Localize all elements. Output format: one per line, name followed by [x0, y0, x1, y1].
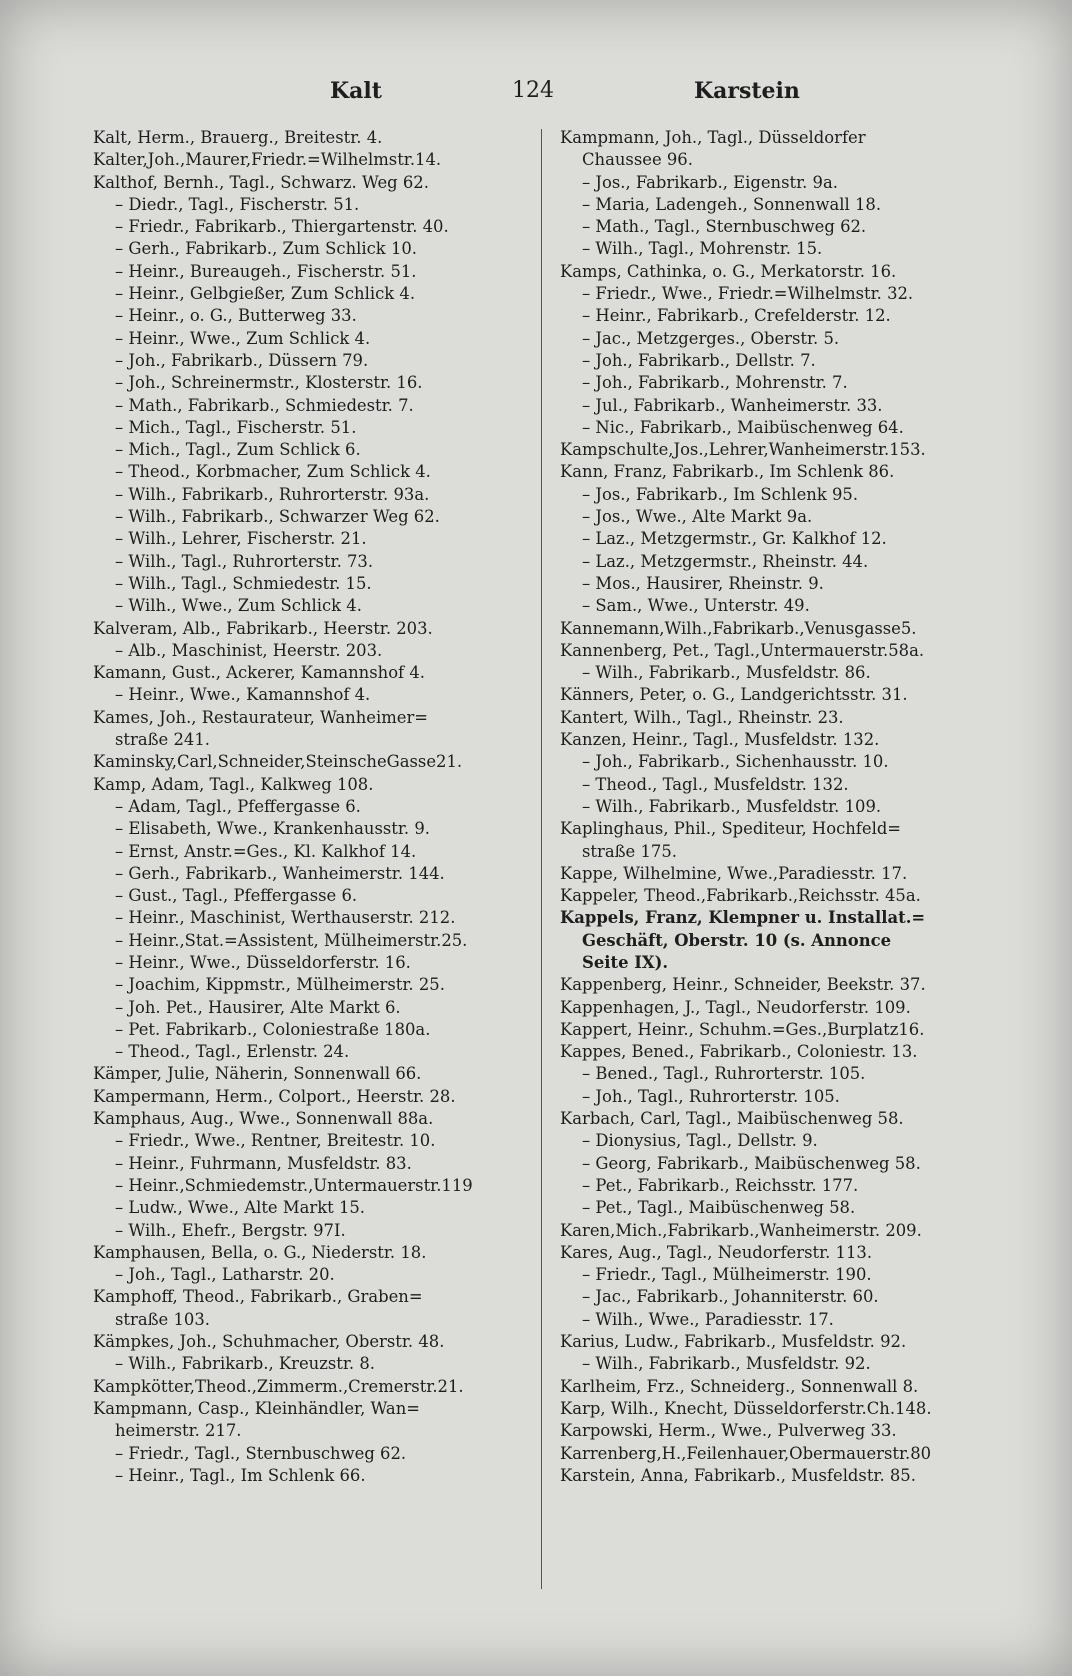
directory-entry: Kappenhagen, J., Tagl., Neudorferstr. 109. [560, 997, 911, 1017]
left-column [93, 127, 523, 1487]
directory-entry: – Gerh., Fabrikarb., Zum Schlick 10. [115, 239, 418, 259]
directory-entry: – Math., Fabrikarb., Schmiedestr. 7. [115, 395, 414, 415]
directory-entry: – Wilh., Fabrikarb., Musfeldstr. 109. [582, 796, 882, 816]
directory-entry: – Jac., Fabrikarb., Johanniterstr. 60. [582, 1287, 879, 1307]
directory-entry: Kalt, Herm., Brauerg., Breitestr. 4. [93, 128, 383, 147]
directory-entry: – Maria, Ladengeh., Sonnenwall 18. [582, 194, 882, 214]
directory-entry: Kalveram, Alb., Fabrikarb., Heerstr. 203. [93, 618, 433, 638]
directory-entry: Karp, Wilh., Knecht, Düsseldorferstr.Ch.148. [560, 1398, 932, 1418]
directory-entry: Kares, Aug., Tagl., Neudorferstr. 113. [560, 1242, 873, 1262]
directory-entry: straße 103. [115, 1309, 210, 1329]
directory-entry: – Friedr., Wwe., Rentner, Breitestr. 10. [115, 1131, 436, 1151]
directory-entry: Karrenberg,H.,Feilenhauer,Obermauerstr.80 [560, 1443, 932, 1463]
directory-entry: – Sam., Wwe., Unterstr. 49. [582, 596, 810, 616]
directory-entry: Kämper, Julie, Näherin, Sonnenwall 66. [93, 1064, 422, 1084]
directory-entry: – Heinr., Gelbgießer, Zum Schlick 4. [115, 284, 416, 304]
directory-entry: – Gerh., Fabrikarb., Wanheimerstr. 144. [115, 863, 445, 883]
directory-entry: – Friedr., Tagl., Mülheimerstr. 190. [582, 1265, 872, 1285]
directory-entry: Kampschulte,Jos.,Lehrer,Wanheimerstr.153. [560, 440, 926, 460]
directory-entry: – Elisabeth, Wwe., Krankenhausstr. 9. [115, 819, 430, 839]
directory-entry: – Pet., Tagl., Maibüschenweg 58. [582, 1198, 856, 1218]
directory-entry: – Joh., Fabrikarb., Mohrenstr. 7. [582, 373, 848, 393]
directory-entry: – Friedr., Fabrikarb., Thiergartenstr. 40. [115, 217, 449, 237]
directory-entry: – Theod., Tagl., Erlenstr. 24. [115, 1042, 350, 1062]
directory-entry: – Joh., Schreinermstr., Klosterstr. 16. [115, 373, 423, 393]
directory-entry: – Wilh., Fabrikarb., Musfeldstr. 92. [582, 1354, 871, 1374]
directory-entry: Kappels, Franz, Klempner u. Installat.= [560, 908, 926, 928]
directory-entry: Karius, Ludw., Fabrikarb., Musfeldstr. 92. [560, 1332, 907, 1352]
directory-entry: Kappenberg, Heinr., Schneider, Beekstr. 37. [560, 975, 926, 995]
directory-entry: – Mos., Hausirer, Rheinstr. 9. [582, 573, 824, 593]
directory-entry: – Joh., Fabrikarb., Düssern 79. [115, 350, 369, 370]
directory-entry: – Wilh., Ehefr., Bergstr. 97I. [115, 1220, 346, 1240]
directory-entry: Kappeler, Theod.,Fabrikarb.,Reichsstr. 45a. [560, 886, 921, 906]
directory-entry: – Jac., Metzgerges., Oberstr. 5. [582, 328, 840, 348]
directory-entry: – Jos., Fabrikarb., Eigenstr. 9a. [582, 172, 838, 192]
directory-entry: Kampmann, Joh., Tagl., Düsseldorfer [560, 128, 866, 147]
directory-entry: Kamphaus, Aug., Wwe., Sonnenwall 88a. [93, 1109, 434, 1129]
directory-entry: – Wilh., Fabrikarb., Musfeldstr. 86. [582, 663, 871, 683]
directory-entry: Karpowski, Herm., Wwe., Pulverweg 33. [560, 1421, 897, 1441]
directory-entry: – Heinr., Fuhrmann, Musfeldstr. 83. [115, 1153, 412, 1173]
directory-entry: Kalter,Joh.,Maurer,Friedr.=Wilhelmstr.14. [93, 150, 442, 170]
directory-entry: – Mich., Tagl., Fischerstr. 51. [115, 417, 357, 437]
directory-entry: – Nic., Fabrikarb., Maibüschenweg 64. [582, 417, 904, 437]
directory-entry: – Joh. Pet., Hausirer, Alte Markt 6. [115, 997, 401, 1017]
directory-entry: – Pet., Fabrikarb., Reichsstr. 177. [582, 1175, 859, 1195]
directory-entry: – Joh., Tagl., Ruhrorterstr. 105. [582, 1086, 840, 1106]
directory-entry: – Wilh., Tagl., Mohrenstr. 15. [582, 239, 823, 259]
directory-entry: Kames, Joh., Restaurateur, Wanheimer= [93, 707, 429, 727]
directory-entry: – Jos., Wwe., Alte Markt 9a. [582, 507, 813, 527]
directory-entry: – Joh., Fabrikarb., Dellstr. 7. [582, 350, 816, 370]
directory-entry: – Heinr.,Schmiedemstr.,Untermauerstr.119 [115, 1175, 473, 1195]
directory-entry: Karen,Mich.,Fabrikarb.,Wanheimerstr. 209. [560, 1220, 922, 1240]
directory-entry: – Ludw., Wwe., Alte Markt 15. [115, 1198, 366, 1218]
directory-entry: – Wilh., Tagl., Schmiedestr. 15. [115, 573, 372, 593]
directory-entry: – Joh., Fabrikarb., Sichenhausstr. 10. [582, 752, 889, 772]
directory-entry: – Jos., Fabrikarb., Im Schlenk 95. [582, 484, 859, 504]
directory-entry: – Alb., Maschinist, Heerstr. 203. [115, 640, 383, 660]
right-column [560, 127, 1000, 1487]
directory-entry: Karstein, Anna, Fabrikarb., Musfeldstr. 85. [560, 1465, 916, 1485]
page-header [0, 74, 1072, 110]
directory-entry: – Theod., Tagl., Musfeldstr. 132. [582, 774, 849, 794]
directory-entry: – Wilh., Wwe., Zum Schlick 4. [115, 596, 362, 616]
directory-entry: – Jul., Fabrikarb., Wanheimerstr. 33. [582, 395, 883, 415]
directory-entry: Kaplinghaus, Phil., Spediteur, Hochfeld= [560, 819, 902, 839]
header-first-entry: Kalt [330, 78, 382, 104]
directory-entry: Kamann, Gust., Ackerer, Kamannshof 4. [93, 663, 425, 683]
directory-entry: – Theod., Korbmacher, Zum Schlick 4. [115, 462, 431, 482]
directory-entry: Kamphausen, Bella, o. G., Niederstr. 18. [93, 1242, 427, 1262]
directory-entry: Geschäft, Oberstr. 10 (s. Annonce [582, 930, 892, 950]
directory-entry: Kannenberg, Pet., Tagl.,Untermauerstr.58a. [560, 640, 925, 660]
directory-entry: Kampmann, Casp., Kleinhändler, Wan= [93, 1398, 420, 1418]
directory-entry: Seite IX). [582, 952, 669, 972]
directory-entry: – Heinr., Wwe., Zum Schlick 4. [115, 328, 371, 348]
directory-entry: – Heinr., Tagl., Im Schlenk 66. [115, 1465, 366, 1485]
directory-entry: – Wilh., Fabrikarb., Ruhrorterstr. 93a. [115, 484, 430, 504]
directory-entry: – Adam, Tagl., Pfeffergasse 6. [115, 796, 361, 816]
directory-entry: Kappes, Bened., Fabrikarb., Coloniestr. 13. [560, 1042, 918, 1062]
directory-entry: Kalthof, Bernh., Tagl., Schwarz. Weg 62. [93, 172, 429, 192]
directory-entry: – Wilh., Fabrikarb., Kreuzstr. 8. [115, 1354, 375, 1374]
directory-entry: – Ernst, Anstr.=Ges., Kl. Kalkhof 14. [115, 841, 417, 861]
directory-entry: – Friedr., Wwe., Friedr.=Wilhelmstr. 32. [582, 284, 914, 304]
directory-entry: Chaussee 96. [582, 150, 693, 170]
directory-entry: Kampermann, Herm., Colport., Heerstr. 28. [93, 1086, 456, 1106]
directory-entry: Kämpkes, Joh., Schuhmacher, Oberstr. 48. [93, 1332, 445, 1352]
directory-entry: Kamp, Adam, Tagl., Kalkweg 108. [93, 774, 374, 794]
directory-entry: – Wilh., Lehrer, Fischerstr. 21. [115, 529, 367, 549]
directory-entry: – Heinr., Maschinist, Werthauserstr. 212. [115, 908, 456, 928]
directory-entry: – Friedr., Tagl., Sternbuschweg 62. [115, 1443, 407, 1463]
directory-entry: Kamphoff, Theod., Fabrikarb., Graben= [93, 1287, 423, 1307]
directory-entry: Karlheim, Frz., Schneiderg., Sonnenwall 8. [560, 1376, 919, 1396]
directory-entry: – Heinr., Bureaugeh., Fischerstr. 51. [115, 261, 417, 281]
directory-entry: – Heinr., o. G., Butterweg 33. [115, 306, 357, 326]
directory-entry: – Heinr., Wwe., Kamannshof 4. [115, 685, 371, 705]
directory-entry: – Joachim, Kippmstr., Mülheimerstr. 25. [115, 975, 445, 995]
directory-entry: – Math., Tagl., Sternbuschweg 62. [582, 217, 867, 237]
directory-entry: Karbach, Carl, Tagl., Maibüschenweg 58. [560, 1109, 904, 1129]
directory-entry: – Heinr.,Stat.=Assistent, Mülheimerstr.25. [115, 930, 468, 950]
directory-entry: – Heinr., Wwe., Düsseldorferstr. 16. [115, 952, 411, 972]
directory-entry: Kampkötter,Theod.,Zimmerm.,Cremerstr.21. [93, 1376, 464, 1396]
directory-entry: Kannemann,Wilh.,Fabrikarb.,Venusgasse5. [560, 618, 917, 638]
directory-entry: – Bened., Tagl., Ruhrorterstr. 105. [582, 1064, 866, 1084]
directory-entry: – Laz., Metzgermstr., Gr. Kalkhof 12. [582, 529, 887, 549]
directory-entry: – Diedr., Tagl., Fischerstr. 51. [115, 194, 360, 214]
directory-entry: Kappe, Wilhelmine, Wwe.,Paradiesstr. 17. [560, 863, 908, 883]
directory-entry: – Pet. Fabrikarb., Coloniestraße 180a. [115, 1019, 431, 1039]
column-divider [541, 129, 542, 1589]
directory-entry: – Gust., Tagl., Pfeffergasse 6. [115, 886, 358, 906]
directory-entry: straße 241. [115, 730, 210, 750]
directory-entry: Kappert, Heinr., Schuhm.=Ges.,Burplatz16. [560, 1019, 925, 1039]
directory-entry: – Wilh., Tagl., Ruhrorterstr. 73. [115, 551, 374, 571]
directory-entry: Kanzen, Heinr., Tagl., Musfeldstr. 132. [560, 730, 880, 750]
directory-entry: – Wilh., Fabrikarb., Schwarzer Weg 62. [115, 507, 440, 527]
directory-entry: Kantert, Wilh., Tagl., Rheinstr. 23. [560, 707, 844, 727]
directory-entry: Känners, Peter, o. G., Landgerichtsstr. 31. [560, 685, 908, 705]
directory-entry: heimerstr. 217. [115, 1421, 242, 1441]
directory-entry: – Mich., Tagl., Zum Schlick 6. [115, 440, 361, 460]
page-number: 124 [512, 78, 554, 103]
directory-entry: Kamps, Cathinka, o. G., Merkatorstr. 16. [560, 261, 897, 281]
directory-entry: – Heinr., Fabrikarb., Crefelderstr. 12. [582, 306, 891, 326]
directory-entry: – Laz., Metzgermstr., Rheinstr. 44. [582, 551, 869, 571]
directory-entry: – Wilh., Wwe., Paradiesstr. 17. [582, 1309, 834, 1329]
directory-entry: Kaminsky,Carl,Schneider,SteinscheGasse21. [93, 752, 463, 772]
directory-entry: – Joh., Tagl., Latharstr. 20. [115, 1265, 335, 1285]
directory-entry: – Dionysius, Tagl., Dellstr. 9. [582, 1131, 818, 1151]
directory-entry: – Georg, Fabrikarb., Maibüschenweg 58. [582, 1153, 921, 1173]
header-last-entry: Karstein [694, 78, 800, 104]
directory-entry: straße 175. [582, 841, 677, 861]
directory-entry: Kann, Franz, Fabrikarb., Im Schlenk 86. [560, 462, 895, 482]
